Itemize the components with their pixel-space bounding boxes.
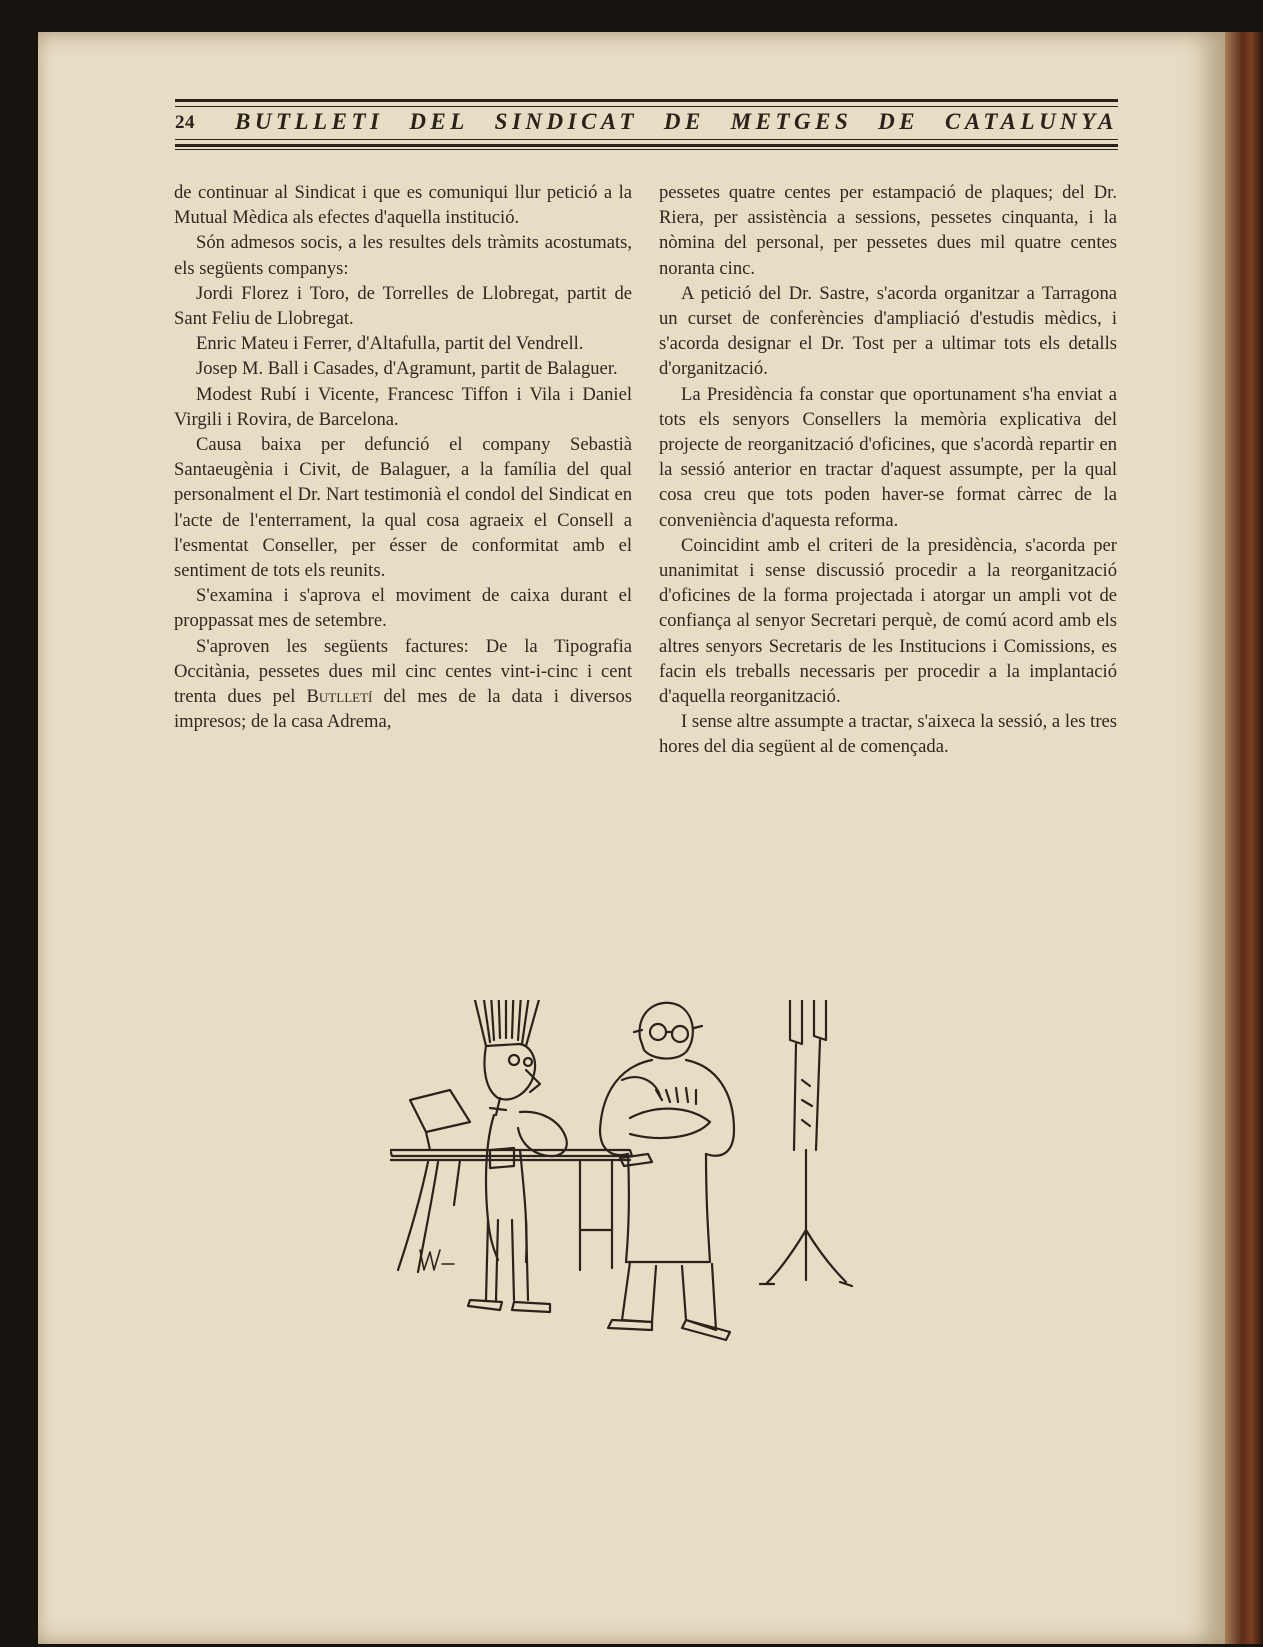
- artist-signature-icon: [420, 1250, 454, 1270]
- operating-table: [390, 1090, 632, 1272]
- header-rule: [175, 149, 1118, 150]
- title-word: DE: [663, 109, 705, 134]
- doctor-figure: [600, 1003, 734, 1340]
- title-word: SINDICAT: [494, 109, 639, 134]
- paragraph: Coincidint amb el criteri de la presidència, s'acorda per unanimitat i sense discussió procedir a la reorganització d'oficines de la forma projectada i atorgar un ampli vot de confiança al senyor Secretari perquè, de comú acord amb els altres senyors Secretaris de les Institucions i Comissions, es facin els treballs necessaris per procedir a la implantació d'aquella reorganització.: [659, 534, 1117, 708]
- book-edge: [1225, 32, 1263, 1644]
- cartoon-illustration: [390, 1000, 890, 1355]
- iv-stand: [760, 1000, 852, 1286]
- paragraph: Modest Rubí i Vicente, Francesc Tiffon i Vila i Daniel Virgili i Rovira, de Barcelona.: [174, 383, 632, 430]
- paragraph: de continuar al Sindicat i que es comuniqui llur petició a la Mutual Mèdica als efectes d'aquella institució.: [174, 182, 632, 229]
- title-word: METGES: [730, 109, 853, 134]
- title-word: DE: [878, 109, 920, 134]
- header-rule: [175, 99, 1118, 102]
- title-word: CATALUNYA: [944, 109, 1118, 134]
- header-rule: [175, 139, 1118, 140]
- right-column: [659, 180, 1117, 760]
- running-header: [175, 95, 1118, 157]
- paragraph: Josep M. Ball i Casades, d'Agramunt, partit de Balaguer.: [196, 358, 618, 380]
- paragraph: Causa baixa per defunció el company Sebastià Santaeugènia i Civit, de Balaguer, a la família del qual personalment el Dr. Nart testimonià el condol del Sindicat en l'acte de l'enterrament, la qual cosa agraeix el Consell a l'esmentat Conseller, per ésser de conformitat amb el sentiment de tots els reunits.: [174, 434, 632, 582]
- paragraph: A petició del Dr. Sastre, s'acorda organitzar a Tarragona un curset de conferències d'ampliació d'estudis mèdics, i s'acorda designar el Dr. Tost per a ultimar tots els detalls d'organització.: [659, 282, 1117, 380]
- paragraph: Són admesos socis, a les resultes dels tràmits acostumats, els següents companys:: [174, 232, 632, 279]
- text-run: S'aproven les següents factures: De la Tipografia Occitània, pessetes dues mil cinc centes vint-i-cinc i cent trenta dues pel: [174, 635, 632, 708]
- paragraph: Enric Mateu i Ferrer, d'Altafulla, partit del Vendrell.: [196, 333, 584, 355]
- paragraph: S'examina i s'aprova el moviment de caixa durant el proppassat mes de setembre.: [174, 585, 632, 632]
- title-word: BUTLLETI: [235, 109, 384, 134]
- header-rule: [175, 106, 1118, 107]
- paragraph: La Presidència fa constar que oportunament s'ha enviat a tots els senyors Consellers la memòria explicativa del projecte de reorganització d'oficines, que s'acordà repartir en la sessió anterior en tractar d'aquest assumpte, per la qual cosa creu que tots poden haver-se format càrrec de la conveniència d'aquesta reforma.: [659, 383, 1117, 531]
- paragraph: pessetes quatre centes per estampació de plaques; del Dr. Riera, per assistència a sessions, pessetes cinquanta, i la nòmina del personal, per pessetes dues mil quatre centes noranta cinc.: [659, 182, 1117, 279]
- page-number: 24: [175, 112, 195, 133]
- title-word: DEL: [409, 109, 469, 134]
- left-column: [174, 180, 632, 734]
- paragraph: Jordi Florez i Toro, de Torrelles de Llobregat, partit de Sant Feliu de Llobregat.: [174, 282, 632, 330]
- paragraph-factures: [174, 634, 632, 735]
- journal-name-smallcaps: Butlletí: [306, 686, 373, 708]
- paragraph: I sense altre assumpte a tractar, s'aixeca la sessió, a les tres hores del dia següent al de començada.: [659, 711, 1117, 758]
- header-rule: [175, 144, 1118, 147]
- text-run: del mes de la data i diversos impresos; de la casa Adrema,: [174, 686, 632, 733]
- journal-title: [235, 109, 1118, 135]
